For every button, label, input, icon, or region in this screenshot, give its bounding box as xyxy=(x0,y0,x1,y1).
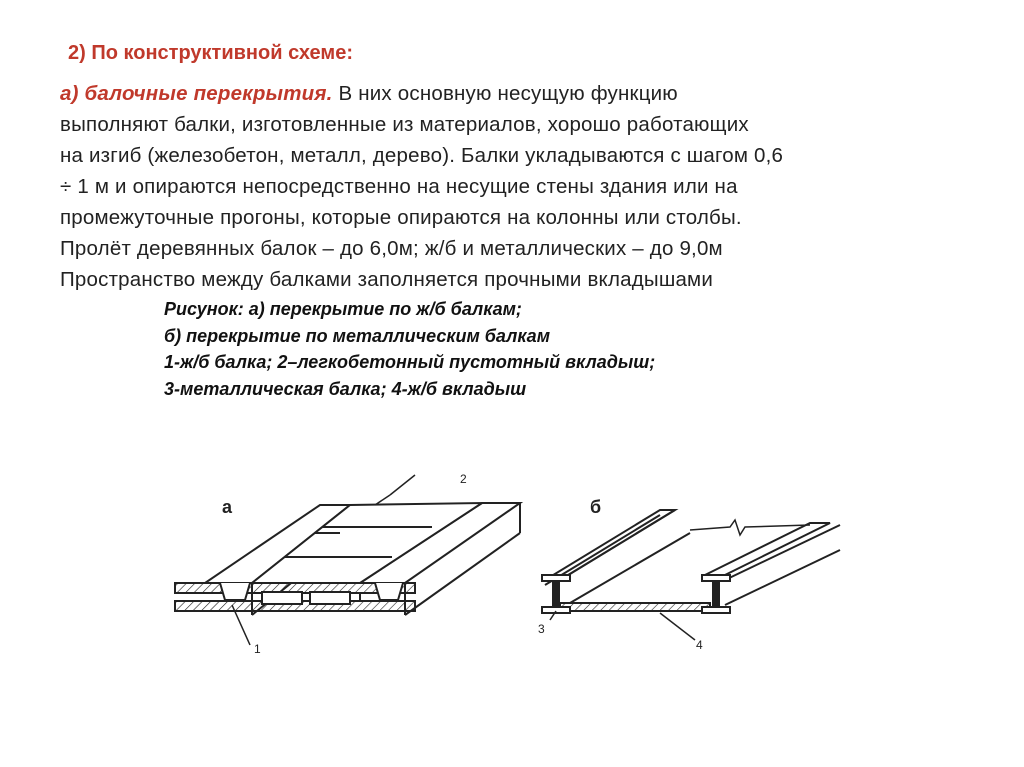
section-heading: 2) По конструктивной схеме: xyxy=(68,42,353,64)
body-line-5: промежуточные прогоны, которые опираются на колонны или столбы. xyxy=(60,206,742,229)
body-line-1: В них основную несущую функцию xyxy=(338,82,678,105)
body-line-6: Пролёт деревянных балок – до 6,0м; ж/б и металлических – до 9,0м xyxy=(60,237,723,260)
body-paragraph xyxy=(60,78,950,295)
figure-caption xyxy=(164,296,655,402)
body-line-2: выполняют балки, изготовленные из материалов, хорошо работающих xyxy=(60,113,749,136)
body-line-7: Пространство между балками заполняется прочными вкладышами xyxy=(60,268,714,291)
callout-3: 3 xyxy=(538,622,545,636)
caption-line-1: Рисунок: а) перекрытие по ж/б балкам; xyxy=(164,299,522,319)
callout-2: 2 xyxy=(460,472,467,486)
caption-line-2: б) перекрытие по металлическим балкам xyxy=(164,325,551,346)
panel-b-label: б xyxy=(590,497,602,517)
body-lead: а) балочные перекрытия. xyxy=(60,82,333,105)
body-line-3: на изгиб (железобетон, металл, дерево). Балки укладываются с шагом 0,6 xyxy=(60,144,784,167)
callout-1: 1 xyxy=(254,642,261,656)
callout-4: 4 xyxy=(696,638,703,652)
caption-line-4: 3-металлическая балка; 4-ж/б вкладыш xyxy=(164,378,527,399)
figure-drawing xyxy=(170,455,870,675)
body-line-4: ÷ 1 м и опираются непосредственно на несущие стены здания или на xyxy=(60,175,738,198)
floor-structure-figure xyxy=(170,455,870,675)
panel-a-label: а xyxy=(222,497,233,517)
caption-line-3: 1-ж/б балка; 2–легкобетонный пустотный вкладыш; xyxy=(164,352,656,372)
panel-b-drawing xyxy=(542,510,840,640)
